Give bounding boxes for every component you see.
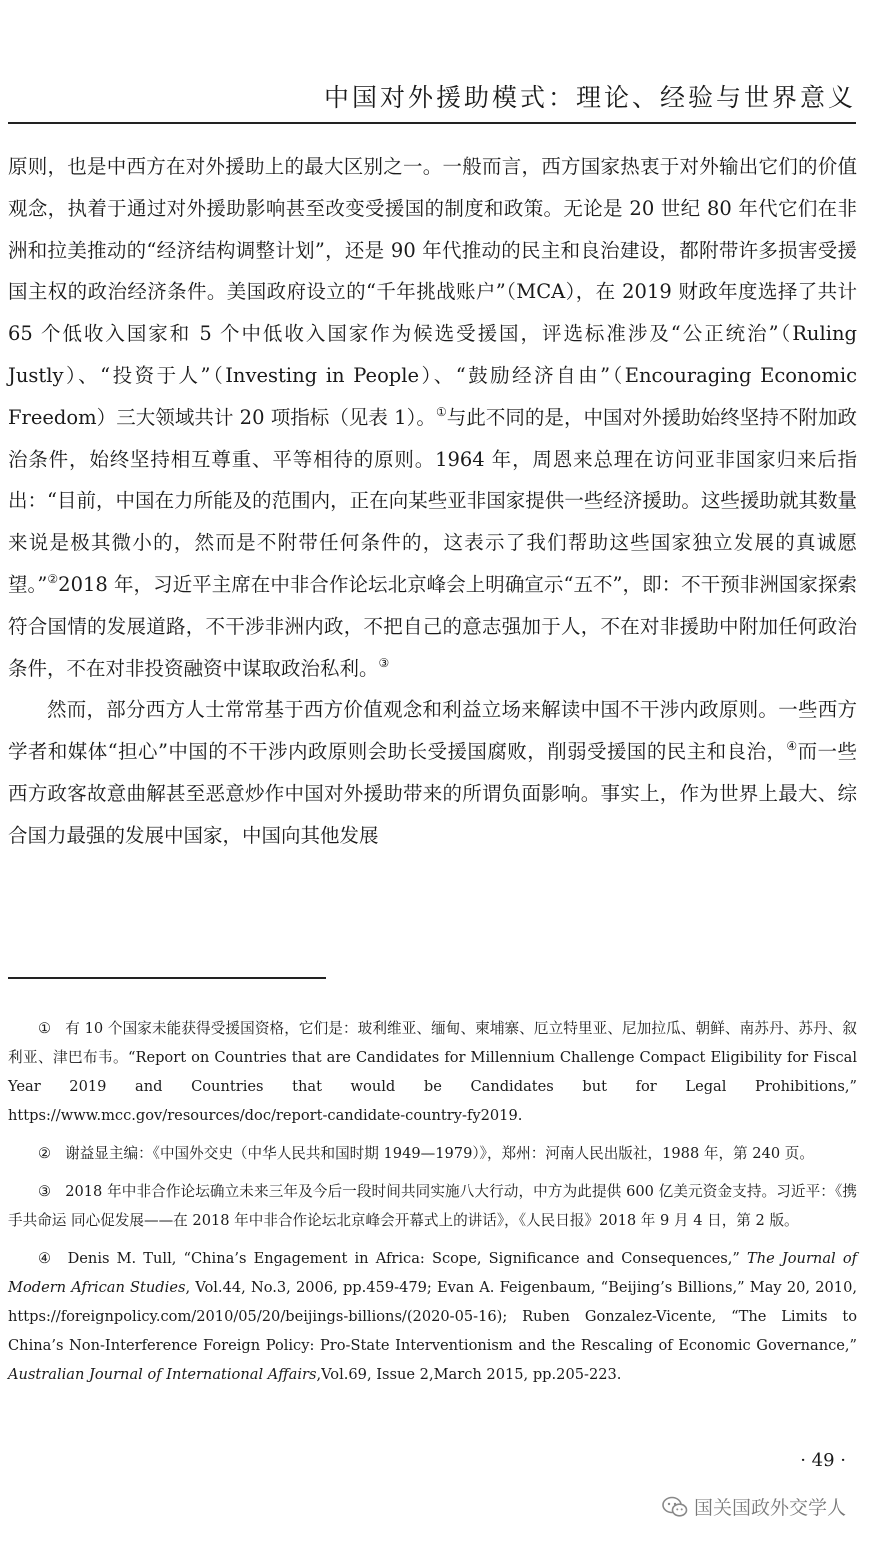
body-text — [8, 146, 857, 857]
page-number: · 49 · — [800, 1450, 846, 1471]
footnote-2-text: 谢益显主编：《中国外交史（中华人民共和国时期 1949—1979）》，郑州：河南人民出版社，1988 年，第 240 页。 — [65, 1145, 814, 1162]
note-ref-3[interactable]: ③ — [378, 655, 390, 670]
footnote-3 — [8, 1177, 857, 1235]
footnotes — [8, 1014, 857, 1398]
footnote-3-text: 2018 年中非合作论坛确立未来三年及今后一段时间共同实施八大行动，中方为此提供 600 亿美元资金支持。习近平：《携手共命运 同心促发展——在 2018 年中非合作论坛北京峰会开幕式上的讲话》，《人民日报》2018 年 9 月 4 日，第 2 版。 — [8, 1183, 857, 1229]
body-p1-a: 原则，也是中西方在对外援助上的最大区别之一。一般而言，西方国家热衷于对外输出它们的价值观念，执着于通过对外援助影响甚至改变受援国的制度和政策。无论是 20 世纪 80 年代它们在非洲和拉美推动的“经济结构调整计划”，还是 90 年代推动的民主和良治建设，都附带许多损害受援国主权的政治经济条件。美国政府设立的“千年挑战账户”（MCA），在 2019 财政年度选择了共计 65 个低收入国家和 5 个中低收入国家作为候选受援国，评选标准涉及“公正统治”（Ruling Justly）、“投资于人”（Investing in People）、“鼓励经济自由”（Encouraging Economic Freedom）三大领域共计 20 项指标（见表 1）。 — [8, 155, 857, 429]
body-paragraph-1 — [8, 146, 857, 689]
body-p1-c: 2018 年，习近平主席在中非合作论坛北京峰会上明确宣示“五不”，即：不干预非洲国家探索符合国情的发展道路，不干涉非洲内政，不把自己的意志强加于人，不在对非援助中附加任何政治条件，不在对非投资融资中谋取政治私利。 — [8, 572, 857, 680]
footnote-rule — [8, 977, 326, 979]
header-rule — [8, 122, 856, 124]
footnote-1-text: 有 10 个国家未能获得受援国资格，它们是：玻利维亚、缅甸、柬埔寨、厄立特里亚、尼加拉瓜、朝鲜、南苏丹、苏丹、叙利亚、津巴布韦。“Report on Countries that are Candidates for Millennium Challenge Compact Eligibility for Fiscal Year 2019 and Countries that would be Candidates but for Legal Prohibitions,” https://www.mcc.gov/resources/doc/report-candidate-country-fy2019. — [8, 1020, 857, 1124]
body-paragraph-2 — [8, 689, 857, 856]
footnote-1 — [8, 1014, 857, 1130]
footnote-mark-3: ③ — [38, 1183, 52, 1200]
body-p1-b: 与此不同的是，中国对外援助始终坚持不附加政治条件，始终坚持相互尊重、平等相待的原则。1964 年，周恩来总理在访问亚非国家归来后指出：“目前，中国在力所能及的范围内，正在向某些亚非国家提供一些经济援助。这些援助就其数量来说是极其微小的，然而是不附带任何条件的，这表示了我们帮助这些国家独立发展的真诚愿望。” — [8, 405, 857, 596]
footnote-4-text-a: Denis M. Tull, “China’s Engagement in Africa: Scope, Significance and Consequences,” — [67, 1250, 740, 1267]
footnote-4 — [8, 1244, 857, 1389]
footnote-mark-2: ② — [38, 1145, 52, 1162]
note-ref-4[interactable]: ④ — [786, 739, 798, 754]
body-p2-b: 而一些西方政客故意曲解甚至恶意炒作中国对外援助带来的所谓负面影响。事实上，作为世界上最大、综合国力最强的发展中国家，中国向其他发展 — [8, 740, 857, 847]
wechat-icon — [662, 1496, 688, 1518]
note-ref-1[interactable]: ① — [435, 404, 447, 419]
running-head: 中国对外援助模式：理论、经验与世界意义 — [323, 83, 856, 112]
footnote-4-journal-2: Australian Journal of International Affairs — [8, 1366, 317, 1383]
footnote-4-text-c: ,Vol.69, Issue 2,March 2015, pp.205-223. — [316, 1366, 622, 1383]
watermark — [662, 1493, 846, 1520]
footnote-4-journal-1: The Journal of Modern African Studies — [8, 1250, 858, 1296]
footnote-4-text-b: , Vol.44, No.3, 2006, pp.459-479; Evan A. Feigenbaum, “Beijing’s Billions,” May 20, 2010, https://foreignpolicy.com/2010/05/20/beijings-billions/(2020-05-16); Ruben Gonzalez-Vicente, “The Limits to China’s Non-Interference Foreign Policy: Pro-State Interventionism and the Rescaling of Economic Governance,” — [8, 1279, 858, 1354]
footnote-mark-4: ④ — [38, 1250, 54, 1267]
body-p2-a: 然而，部分西方人士常常基于西方价值观念和利益立场来解读中国不干涉内政原则。一些西方学者和媒体“担心”中国的不干涉内政原则会助长受援国腐败，削弱受援国的民主和良治， — [8, 698, 857, 764]
note-ref-2[interactable]: ② — [47, 571, 59, 586]
footnote-2 — [8, 1139, 857, 1168]
footnote-mark-1: ① — [38, 1020, 52, 1037]
watermark-text: 国关国政外交学人 — [693, 1497, 846, 1519]
